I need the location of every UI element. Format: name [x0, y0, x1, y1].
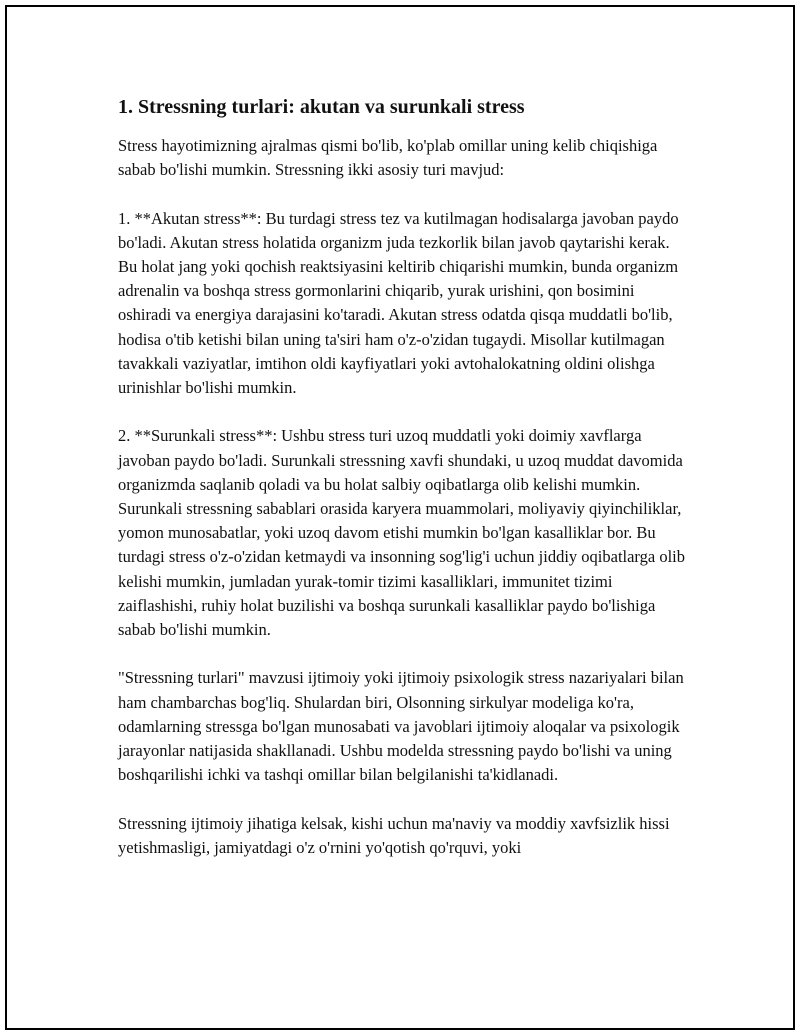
- paragraph-intro: Stress hayotimizning ajralmas qismi bo'lib, ko'plab omillar uning kelib chiqishiga sabab bo'lishi mumkin. Stressning ikki asosiy turi mavjud:: [118, 136, 658, 180]
- paragraph-social-theory: "Stressning turlari" mavzusi ijtimoiy yoki ijtimoiy psixologik stress nazariyalari bilan ham chambarchas bog'liq. Shulardan biri, Olsonning sirkulyar modeliga ko'ra, odamlarning stressga bo'lgan munosabati va javoblari ijtimoiy aloqalar va psixologik jarayonlar natijasida shakllanadi. Ushbu modelda stressning paydo bo'lishi va uning boshqarilishi ichki va tashqi omillar bilan belgilanishi ta'kidlanadi.: [118, 668, 684, 785]
- paragraph-chronic-stress: 2. **Surunkali stress**: Ushbu stress turi uzoq muddatli yoki doimiy xavflarga javoban paydo bo'ladi. Surunkali stressning xavfi shundaki, u uzoq muddat davomida organizmda saqlanib qoladi va bu holat salbiy oqibatlarga olib kelishi mumkin. Surunkali stressning sabablari orasida karyera muammolari, moliyaviy qiyinchiliklar, yomon munosabatlar, yoki uzoq davom etishi mumkin bo'lgan kasalliklar bor. Bu turdagi stress o'z-o'zidan ketmaydi va insonning sog'lig'i uchun jiddiy oqibatlarga olib kelishi mumkin, jumladan yurak-tomir tizimi kasalliklari, immunitet tizimi zaiflashishi, ruhiy holat buzilishi va boshqa surunkali kasalliklar paydo bo'lishiga sabab bo'lishi mumkin.: [118, 426, 685, 640]
- section-heading: 1. Stressning turlari: akutan va surunkali stress: [118, 96, 525, 118]
- document-body: [118, 93, 690, 884]
- paragraph-acute-stress: 1. **Akutan stress**: Bu turdagi stress tez va kutilmagan hodisalarga javoban paydo bo'ladi. Akutan stress holatida organizm juda tezkorlik bilan javob qaytarishi kerak. Bu holat jang yoki qochish reaktsiyasini keltirib chiqarishi mumkin, bunda organizm adrenalin va boshqa stress gormonlarini chiqarib, yurak urishini, qon bosimini oshiradi va energiya darajasini ko'taradi. Akutan stress odatda qisqa muddatli bo'lib, hodisa o'tib ketishi bilan uning ta'siri ham o'z-o'zidan tugaydi. Misollar kutilmagan tavakkali vaziyatlar, imtihon oldi kayfiyatlari yoki avtohalokatning oldini olishga urinishlar bo'lishi mumkin.: [118, 208, 679, 398]
- paragraph-social-aspect: Stressning ijtimoiy jihatiga kelsak, kishi uchun ma'naviy va moddiy xavfsizlik hissi yetishmasligi, jamiyatdagi o'z o'rnini yo'qotish qo'rquvi, yoki: [118, 813, 670, 857]
